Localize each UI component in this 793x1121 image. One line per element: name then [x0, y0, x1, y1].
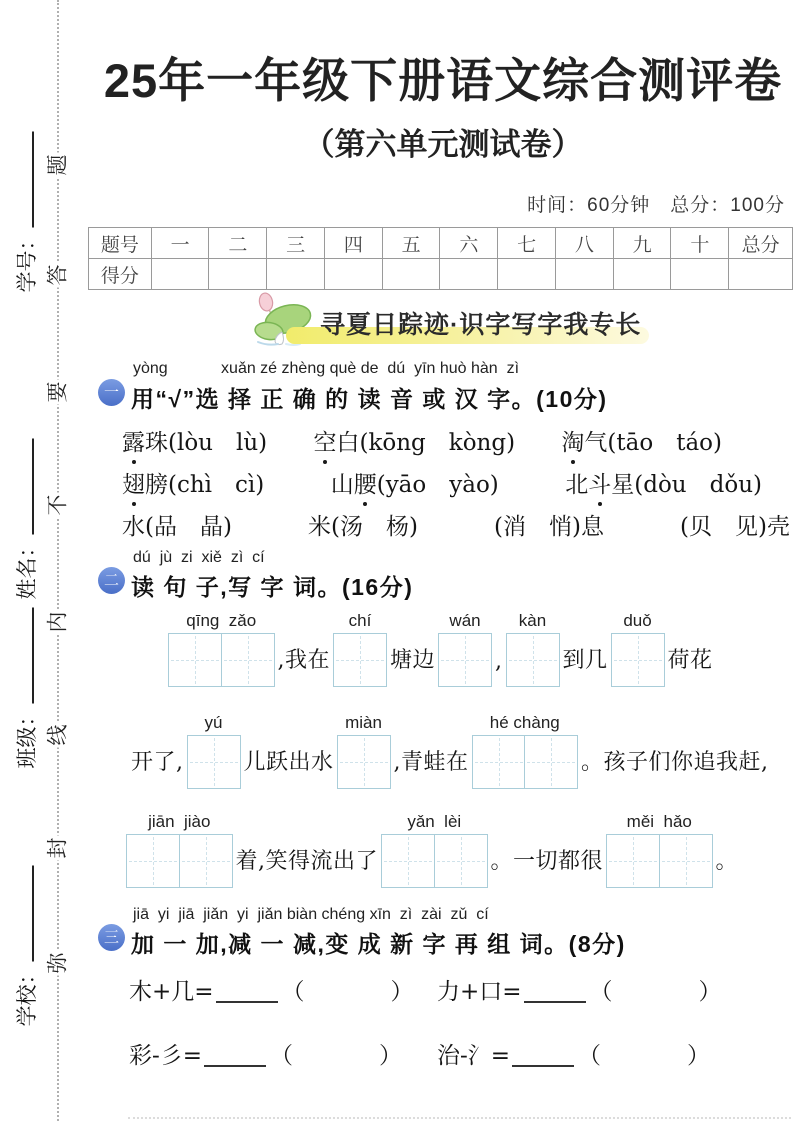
tian-grid-cell[interactable]	[337, 735, 391, 789]
score-cell[interactable]	[613, 259, 671, 290]
col-header: 六	[440, 228, 498, 259]
q2-sentence-line-1	[168, 611, 716, 687]
tian-grid-boxes	[333, 633, 387, 687]
score-table-score-row	[89, 259, 793, 290]
question-3-pinyin: jiā yi jiā jiǎn yi jiǎn biàn chéng xīn zì zài zǔ cí	[133, 906, 489, 923]
student-id-blank[interactable]	[26, 132, 34, 228]
choice-item[interactable]: (消 悄)息	[494, 514, 604, 540]
question-3-title: 加 一 加,减 一 减,变 成 新 字 再 组 词。(8分)	[131, 931, 626, 957]
score-cell[interactable]	[324, 259, 382, 290]
student-name-field	[11, 439, 41, 600]
answer-blank[interactable]	[512, 1061, 574, 1067]
score-cell[interactable]	[209, 259, 267, 290]
class-label: 班级：	[15, 705, 39, 769]
sentence-text: 。孩子们你追我赶,	[581, 750, 769, 775]
school-label: 学校：	[15, 963, 39, 1027]
question-2-title: 读 句 子,写 字 词。(16分)	[131, 574, 414, 600]
school-blank[interactable]	[26, 866, 34, 962]
writing-box-group	[187, 713, 241, 789]
page-subtitle: （第六单元测试卷）	[303, 127, 583, 162]
banner-title: 寻夏日踪迹·识字写字我专长	[320, 305, 641, 344]
paren-open: （	[281, 979, 305, 1005]
pinyin-label: jiān jiào	[148, 812, 211, 831]
tian-grid-boxes	[168, 633, 275, 687]
q1-row-2	[122, 466, 762, 499]
student-id-field	[11, 132, 41, 293]
col-header: 三	[267, 228, 325, 259]
writing-box-group	[472, 713, 579, 789]
dotted-char: 空	[313, 430, 337, 456]
sentence-text: 。一切都很	[490, 849, 604, 874]
question-number-header: 题号	[89, 228, 152, 259]
dotted-char: 翅	[122, 472, 145, 498]
dotted-char: 斗	[588, 472, 612, 498]
q1-row-3	[122, 508, 790, 541]
seal-char: 弥	[45, 952, 70, 974]
question-1-title: 用“√”选 择 正 确 的 读 音 或 汉 字。(10分)	[131, 386, 608, 412]
col-header: 一	[151, 228, 209, 259]
col-header: 七	[498, 228, 556, 259]
writing-box-group	[126, 812, 233, 888]
choice-item[interactable]	[331, 466, 499, 499]
pinyin-label: yǎn lèi	[407, 812, 462, 831]
seal-char: 题	[45, 154, 70, 176]
sentence-text: ,青蛙在	[393, 750, 469, 775]
writing-box-group	[606, 812, 713, 888]
seal-char: 内	[45, 611, 70, 633]
seal-char: 不	[45, 494, 70, 516]
tian-grid-boxes	[606, 834, 713, 888]
score-table	[88, 227, 793, 290]
tian-grid-cell[interactable]	[168, 633, 222, 687]
sentence-text: 到几	[562, 648, 608, 673]
tian-grid-boxes	[611, 633, 665, 687]
tian-grid-cell[interactable]	[179, 834, 233, 888]
student-name-blank[interactable]	[26, 439, 34, 535]
tian-grid-cell[interactable]	[434, 834, 488, 888]
choice-item[interactable]: 水(品 晶)	[122, 514, 232, 540]
writing-box-group	[333, 611, 387, 687]
paren-open: （	[578, 1043, 602, 1069]
bottom-dotted-line	[128, 1117, 791, 1119]
dotted-char: 淘	[561, 430, 585, 456]
sentence-text: ,我在	[277, 648, 330, 673]
col-header: 十	[671, 228, 729, 259]
sentence-text: ,	[495, 649, 503, 674]
paren-open: （	[270, 1043, 294, 1069]
tian-grid-boxes	[187, 735, 241, 789]
score-row-label: 得分	[89, 259, 152, 290]
tian-grid-cell[interactable]	[472, 735, 526, 789]
answer-blank[interactable]	[204, 1061, 266, 1067]
item-text: 膀(chì cì)	[145, 472, 265, 498]
pinyin-label: miàn	[345, 713, 382, 732]
item-text: 北	[565, 472, 589, 498]
tian-grid-cell[interactable]	[659, 834, 713, 888]
sentence-text: 塘边	[390, 648, 436, 673]
writing-box-group	[381, 812, 488, 888]
tian-grid-cell[interactable]	[126, 834, 180, 888]
paren-close: ）	[390, 979, 414, 1005]
tian-grid-boxes	[337, 735, 391, 789]
section-banner	[252, 292, 641, 344]
item-text: 气(tāo táo)	[584, 430, 722, 456]
col-header: 九	[613, 228, 671, 259]
q3-equation-2	[437, 973, 722, 1006]
tian-grid-cell[interactable]	[438, 633, 492, 687]
paren-open: （	[589, 979, 613, 1005]
pinyin-label: yú	[204, 713, 223, 732]
sentence-text: 儿跃出水	[243, 750, 334, 775]
student-id-label: 学号：	[15, 229, 39, 293]
tian-grid-cell[interactable]	[506, 633, 560, 687]
equation-lhs: 力+口=	[437, 979, 522, 1005]
score-cell[interactable]	[267, 259, 325, 290]
paren-close: ）	[379, 1043, 403, 1069]
equation-lhs: 木+几=	[129, 979, 214, 1005]
sentence-text: 开了,	[131, 750, 184, 775]
sentence-text: 。	[715, 849, 739, 874]
score-table-header-row	[89, 228, 793, 259]
total-header: 总分	[729, 228, 793, 259]
tian-grid-boxes	[126, 834, 233, 888]
choice-item[interactable]	[122, 466, 264, 499]
pinyin-label: kàn	[518, 611, 547, 630]
item-text: 珠(lòu lù)	[145, 430, 268, 456]
dotted-char: 露	[122, 430, 145, 456]
q2-sentence-line-2	[128, 713, 772, 789]
question-1-pinyin: yòng xuǎn zé zhèng què de dú yīn huò hàn zì	[133, 360, 520, 377]
writing-box-group	[438, 611, 492, 687]
sentence-text: 着,笑得流出了	[235, 849, 378, 874]
student-name-label: 姓名：	[15, 536, 39, 600]
tian-grid-boxes	[381, 834, 488, 888]
answer-blank[interactable]	[216, 997, 278, 1003]
choice-item[interactable]	[313, 424, 515, 457]
score-cell[interactable]	[555, 259, 613, 290]
score-cell[interactable]	[440, 259, 498, 290]
answer-blank[interactable]	[524, 997, 586, 1003]
item-text: 白(kōng kòng)	[336, 430, 516, 456]
item-text: 山	[330, 472, 354, 498]
seal-char: 封	[45, 837, 70, 859]
pinyin-label: duǒ	[623, 611, 652, 630]
writing-box-group	[611, 611, 665, 687]
equation-lhs: 彩-彡=	[129, 1043, 203, 1069]
tian-grid-cell[interactable]	[611, 633, 665, 687]
pinyin-label: hé chàng	[489, 713, 560, 732]
dotted-char: 腰	[353, 472, 377, 498]
col-header: 四	[324, 228, 382, 259]
pinyin-label: wán	[449, 611, 481, 630]
question-2-number-badge: 二	[98, 567, 125, 594]
col-header: 八	[555, 228, 613, 259]
q3-equation-3	[129, 1037, 402, 1070]
tian-grid-cell[interactable]	[524, 735, 578, 789]
paren-close: ）	[698, 979, 722, 1005]
pinyin-label: měi hǎo	[626, 812, 692, 831]
writing-box-group	[506, 611, 560, 687]
class-field	[11, 608, 41, 769]
item-text: (yāo yào)	[376, 472, 499, 498]
score-cell[interactable]	[382, 259, 440, 290]
q3-equation-4	[437, 1037, 710, 1070]
writing-box-group	[337, 713, 391, 789]
time-score-info: 时间：60分钟 总分：100分	[527, 195, 785, 216]
choice-item[interactable]	[122, 424, 267, 457]
question-3-number-badge: 三	[98, 924, 125, 951]
tian-grid-boxes	[506, 633, 560, 687]
sentence-text: 荷花	[667, 648, 713, 673]
school-field	[11, 866, 41, 1027]
tian-grid-cell[interactable]	[221, 633, 275, 687]
paren-close: ）	[687, 1043, 711, 1069]
class-blank[interactable]	[26, 608, 34, 704]
tian-grid-boxes	[438, 633, 492, 687]
total-score-cell[interactable]	[729, 259, 793, 290]
equation-lhs: 治-氵=	[437, 1043, 511, 1069]
question-2-pinyin: dú jù zi xiě zì cí	[133, 549, 265, 566]
tian-grid-cell[interactable]	[187, 735, 241, 789]
col-header: 二	[209, 228, 267, 259]
tian-grid-cell[interactable]	[333, 633, 387, 687]
seal-char: 答	[45, 264, 70, 286]
tian-grid-cell[interactable]	[381, 834, 435, 888]
score-cell[interactable]	[151, 259, 209, 290]
q2-sentence-line-3	[126, 812, 741, 888]
pinyin-label: chí	[348, 611, 372, 630]
score-cell[interactable]	[498, 259, 556, 290]
q3-equation-1	[129, 973, 414, 1006]
page-title: 25年一年级下册语文综合测评卷	[103, 54, 783, 107]
choice-item[interactable]: 米(汤 杨)	[308, 514, 418, 540]
col-header: 五	[382, 228, 440, 259]
item-text: 星(dòu dǒu)	[611, 472, 762, 498]
score-cell[interactable]	[671, 259, 729, 290]
choice-item[interactable]	[565, 466, 762, 499]
choice-item[interactable]: (贝 见)壳	[680, 514, 790, 540]
seal-char: 线	[45, 724, 70, 746]
tian-grid-boxes	[472, 735, 579, 789]
q1-row-1	[122, 424, 722, 457]
pinyin-label: qīng zǎo	[186, 611, 257, 630]
question-1-number-badge: 一	[98, 379, 125, 406]
writing-box-group	[168, 611, 275, 687]
seal-char: 要	[45, 381, 70, 403]
choice-item[interactable]	[561, 424, 722, 457]
tian-grid-cell[interactable]	[606, 834, 660, 888]
